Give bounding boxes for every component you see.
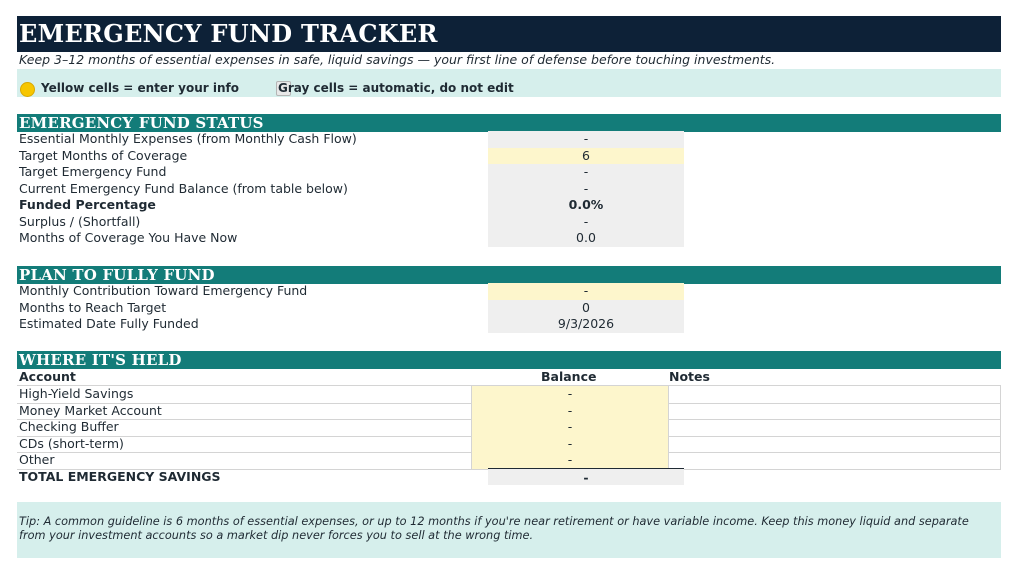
column-header-account: Account xyxy=(19,369,76,384)
page-title: EMERGENCY FUND TRACKER xyxy=(19,19,438,48)
total-value: - xyxy=(488,468,684,485)
notes-input[interactable] xyxy=(668,386,1001,403)
total-row xyxy=(17,468,1001,485)
held-table-header xyxy=(17,369,1001,385)
row-label: Current Emergency Fund Balance (from table below) xyxy=(19,180,348,196)
table-row xyxy=(17,386,1001,404)
yellow-circle-icon xyxy=(20,82,35,97)
section-header-plan xyxy=(17,266,1001,284)
notes-input[interactable] xyxy=(668,452,1001,469)
account-name: Checking Buffer xyxy=(19,419,119,435)
balance-input[interactable]: - xyxy=(471,386,669,403)
plan-row-monthly-contribution xyxy=(17,283,1001,300)
tip-text: Tip: A common guideline is 6 months of essential expenses, or up to 12 months if you're near retirement or have variable income. Keep this money liquid and separate from your investment accounts so a market dip never forces you to sell at the wrong time. xyxy=(19,515,969,542)
target-fund-value: - xyxy=(488,164,684,181)
account-name: CDs (short-term) xyxy=(19,435,124,451)
row-label: Monthly Contribution Toward Emergency Fund xyxy=(19,283,308,298)
status-row-target-months xyxy=(17,148,1001,165)
row-label: Target Emergency Fund xyxy=(19,164,167,179)
balance-input[interactable]: - xyxy=(471,403,669,420)
table-row xyxy=(17,436,1001,454)
status-row-essential-expenses xyxy=(17,131,1001,148)
row-label: Months to Reach Target xyxy=(19,299,167,315)
page-subtitle: Keep 3–12 months of essential expenses in safe, liquid savings — your first line of defense before touching investments. xyxy=(19,52,776,67)
column-header-notes: Notes xyxy=(669,369,710,384)
legend-yellow-label: Yellow cells = enter your info xyxy=(41,81,239,95)
status-row-funded-percentage xyxy=(17,197,1001,214)
months-to-target-value: 0 xyxy=(488,300,684,317)
total-label: TOTAL EMERGENCY SAVINGS xyxy=(19,469,221,484)
balance-input[interactable]: - xyxy=(471,419,669,436)
account-name: High-Yield Savings xyxy=(19,386,134,401)
monthly-contribution-input[interactable]: - xyxy=(488,283,684,300)
legend-gray-label: Gray cells = automatic, do not edit xyxy=(278,81,514,95)
legend-bar xyxy=(17,69,1001,97)
balance-input[interactable]: - xyxy=(471,452,669,469)
tip-box xyxy=(17,502,1001,558)
essential-expenses-value: - xyxy=(488,131,684,148)
status-row-surplus xyxy=(17,214,1001,231)
status-row-months-coverage xyxy=(17,230,1001,247)
plan-row-months-to-target xyxy=(17,300,1001,317)
status-row-current-balance xyxy=(17,181,1001,198)
balance-input[interactable]: - xyxy=(471,436,669,453)
current-balance-value: - xyxy=(488,181,684,198)
column-header-balance: Balance xyxy=(541,369,597,384)
plan-row-estimated-date xyxy=(17,316,1001,333)
title-bar xyxy=(17,16,1001,52)
row-label: Target Months of Coverage xyxy=(19,147,188,163)
row-label: Funded Percentage xyxy=(19,197,156,212)
section-title: PLAN TO FULLY FUND xyxy=(19,266,215,284)
table-row xyxy=(17,403,1001,421)
notes-input[interactable] xyxy=(668,403,1001,420)
surplus-value: - xyxy=(488,214,684,231)
status-row-target-fund xyxy=(17,164,1001,181)
section-title: WHERE IT'S HELD xyxy=(19,351,182,369)
account-name: Money Market Account xyxy=(19,402,162,418)
account-name: Other xyxy=(19,452,55,468)
row-label: Essential Monthly Expenses (from Monthly Cash Flow) xyxy=(19,131,357,146)
target-months-input[interactable]: 6 xyxy=(488,148,684,165)
table-row xyxy=(17,419,1001,437)
funded-percentage-value: 0.0% xyxy=(488,197,684,214)
section-title: EMERGENCY FUND STATUS xyxy=(19,114,264,132)
notes-input[interactable] xyxy=(668,419,1001,436)
row-label: Surplus / (Shortfall) xyxy=(19,213,141,229)
row-label: Estimated Date Fully Funded xyxy=(19,316,199,331)
notes-input[interactable] xyxy=(668,436,1001,453)
months-coverage-value: 0.0 xyxy=(488,230,684,247)
section-header-held xyxy=(17,351,1001,369)
row-label: Months of Coverage You Have Now xyxy=(19,230,238,245)
section-header-status xyxy=(17,114,1001,132)
estimated-date-value: 9/3/2026 xyxy=(488,316,684,333)
